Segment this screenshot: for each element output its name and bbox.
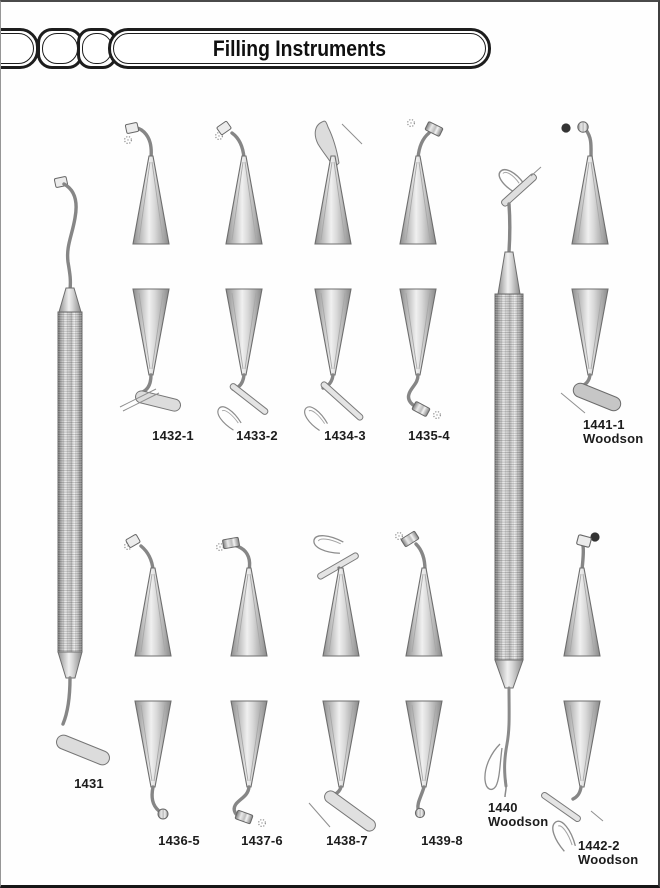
serration-mark-icon xyxy=(125,137,132,144)
instrument-1434-3-upper-tip xyxy=(298,116,368,250)
instrument-1432-1-lower-tip xyxy=(116,283,186,425)
instrument-1437-6-upper-tip xyxy=(214,528,284,662)
instrument-1441-1-lower-tip xyxy=(555,283,625,425)
ball-mark-icon xyxy=(561,123,570,132)
instrument-1438-7-upper-tip xyxy=(306,528,376,662)
instrument-label-1432-1: 1432-1 xyxy=(152,428,194,443)
title-banner xyxy=(108,28,491,69)
instrument-1434-3-lower-tip xyxy=(298,283,368,425)
instrument-label-1435-4: 1435-4 xyxy=(408,428,450,443)
instrument-label-1442-2: 1442-2 Woodson xyxy=(578,838,639,867)
instrument-label-1441-1: 1441-1 Woodson xyxy=(583,417,644,446)
instrument-1438-7-lower-tip xyxy=(306,695,376,837)
instrument-label-1437-6: 1437-6 xyxy=(241,833,283,848)
instrument-1431-illustration xyxy=(47,170,122,782)
profile-outline xyxy=(545,819,583,854)
instrument-label-1431: 1431 xyxy=(74,776,104,791)
instrument-1437-6-lower-tip xyxy=(214,695,284,837)
instrument-1442-2-lower-tip xyxy=(547,695,617,837)
instrument-1442-2-upper-tip xyxy=(547,528,617,662)
instrument-1432-1-upper-tip xyxy=(116,116,186,250)
instrument-label-1433-2: 1433-2 xyxy=(236,428,278,443)
instrument-1441-1-upper-tip xyxy=(555,116,625,250)
profile-outline xyxy=(485,744,502,789)
instrument-1439-8-lower-tip xyxy=(389,695,459,837)
instrument-label-1434-3: 1434-3 xyxy=(324,428,366,443)
instrument-label-1439-8: 1439-8 xyxy=(421,833,463,848)
instrument-1433-2-lower-tip xyxy=(209,283,279,425)
page-title: Filling Instruments xyxy=(212,35,387,61)
ball-mark-icon xyxy=(590,532,599,541)
instrument-label-1438-7: 1438-7 xyxy=(326,833,368,848)
instrument-label-1436-5: 1436-5 xyxy=(158,833,200,848)
profile-outline xyxy=(313,531,346,559)
instrument-1435-4-lower-tip xyxy=(383,283,453,425)
serration-mark-icon xyxy=(259,820,266,827)
instrument-1433-2-upper-tip xyxy=(209,116,279,250)
instrument-1435-4-upper-tip xyxy=(383,116,453,250)
serration-mark-icon xyxy=(217,544,224,551)
instrument-1436-5-upper-tip xyxy=(118,528,188,662)
instrument-1440-illustration xyxy=(469,152,551,800)
serration-mark-icon xyxy=(408,120,415,127)
instrument-1439-8-upper-tip xyxy=(389,528,459,662)
chain-link-decoration xyxy=(0,28,39,69)
serration-mark-icon xyxy=(434,412,441,419)
instrument-1436-5-lower-tip xyxy=(118,695,188,837)
instrument-label-1440: 1440 Woodson xyxy=(488,800,549,829)
serration-mark-icon xyxy=(396,533,403,540)
